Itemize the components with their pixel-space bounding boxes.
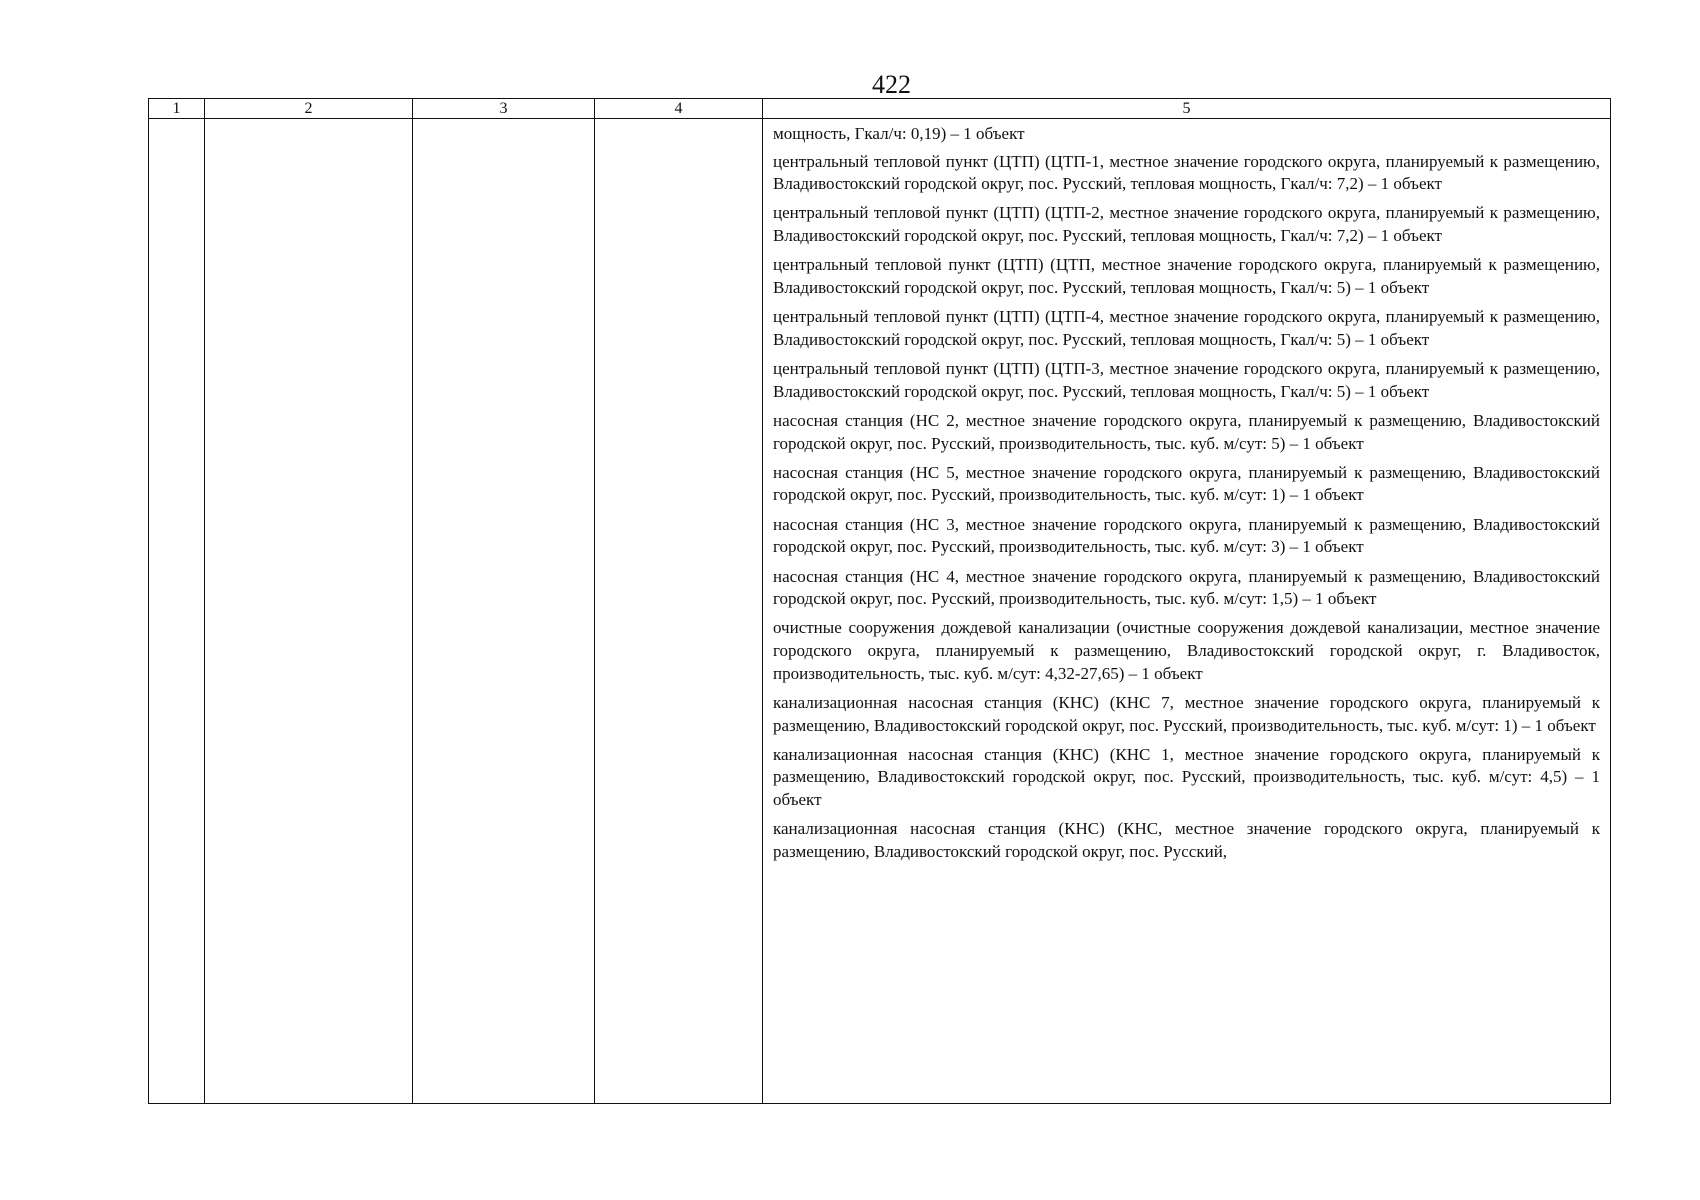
list-item: канализационная насосная станция (КНС) (КНС 1, местное значение городского округа, планируемый к размещению, Владивостокский городской округ, пос. Русский, производительность, тыс. куб. м/сут: 4,5) – 1 объект — [773, 744, 1600, 809]
column-number-4: 4 — [595, 99, 763, 119]
list-item: центральный тепловой пункт (ЦТП) (ЦТП-4, местное значение городского округа, планируемый к размещению, Владивостокский городской округ, пос. Русский, тепловая мощность, Гкал/ч: 5) – 1 объект — [773, 307, 1600, 349]
list-item: центральный тепловой пункт (ЦТП) (ЦТП-2, местное значение городского округа, планируемый к размещению, Владивостокский городской округ, пос. Русский, тепловая мощность, Гкал/ч: 7,2) – 1 объект — [773, 203, 1600, 246]
list-item: канализационная насосная станция (КНС) (КНС, местное значение городского округа, планируемый к размещению, Владивостокский городской округ, пос. Русский, — [773, 819, 1600, 861]
document-table — [148, 98, 1611, 1104]
table-body-row — [149, 119, 1611, 1104]
object-list — [763, 119, 1610, 1103]
list-item: очистные сооружения дождевой канализации (очистные сооружения дождевой канализации, местное значение городского округа, планируемый к размещению, Владивостокский городской округ, г. Владивосток, производительность, тыс. куб. м/сут: 4,32-27,65) – 1 объект — [773, 618, 1600, 683]
page-number: 422 — [872, 70, 911, 99]
list-item: центральный тепловой пункт (ЦТП) (ЦТП-3, местное значение городского округа, планируемый к размещению, Владивостокский городской округ, пос. Русский, тепловая мощность, Гкал/ч: 5) – 1 объект — [773, 359, 1600, 401]
column-number-3: 3 — [413, 99, 595, 119]
column-number-1: 1 — [149, 99, 205, 119]
column-number-2: 2 — [205, 99, 413, 119]
list-item: насосная станция (НС 5, местное значение городского округа, планируемый к размещению, Владивостокский городской округ, пос. Русский, производительность, тыс. куб. м/сут: 1) – 1 объект — [773, 462, 1600, 505]
column-number-header-row — [149, 99, 1611, 119]
list-item: канализационная насосная станция (КНС) (КНС 7, местное значение городского округа, планируемый к размещению, Владивостокский городской округ, пос. Русский, производительность, тыс. куб. м/сут: 1) – 1 объект — [773, 692, 1600, 735]
list-item: центральный тепловой пункт (ЦТП) (ЦТП, местное значение городского округа, планируемый к размещению, Владивостокский городской округ, пос. Русский, тепловая мощность, Гкал/ч: 5) – 1 объект — [773, 255, 1600, 297]
list-item: насосная станция (НС 2, местное значение городского округа, планируемый к размещению, Владивостокский городской округ, пос. Русский, производительность, тыс. куб. м/сут: 5) – 1 объект — [773, 410, 1600, 453]
list-item: насосная станция (НС 4, местное значение городского округа, планируемый к размещению, Владивостокский городской округ, пос. Русский, производительность, тыс. куб. м/сут: 1,5) – 1 объект — [773, 566, 1600, 609]
column-5-cell — [763, 119, 1611, 1104]
column-1-cell — [149, 119, 205, 1104]
column-3-cell — [413, 119, 595, 1104]
list-item: центральный тепловой пункт (ЦТП) (ЦТП-1, местное значение городского округа, планируемый к размещению, Владивостокский городской округ, пос. Русский, тепловая мощность, Гкал/ч: 7,2) – 1 объект — [773, 151, 1600, 194]
column-4-cell — [595, 119, 763, 1104]
column-2-cell — [205, 119, 413, 1104]
list-item: насосная станция (НС 3, местное значение городского округа, планируемый к размещению, Владивостокский городской округ, пос. Русский, производительность, тыс. куб. м/сут: 3) – 1 объект — [773, 514, 1600, 557]
column-number-5: 5 — [763, 99, 1611, 119]
list-item: мощность, Гкал/ч: 0,19) – 1 объект — [773, 124, 1025, 143]
